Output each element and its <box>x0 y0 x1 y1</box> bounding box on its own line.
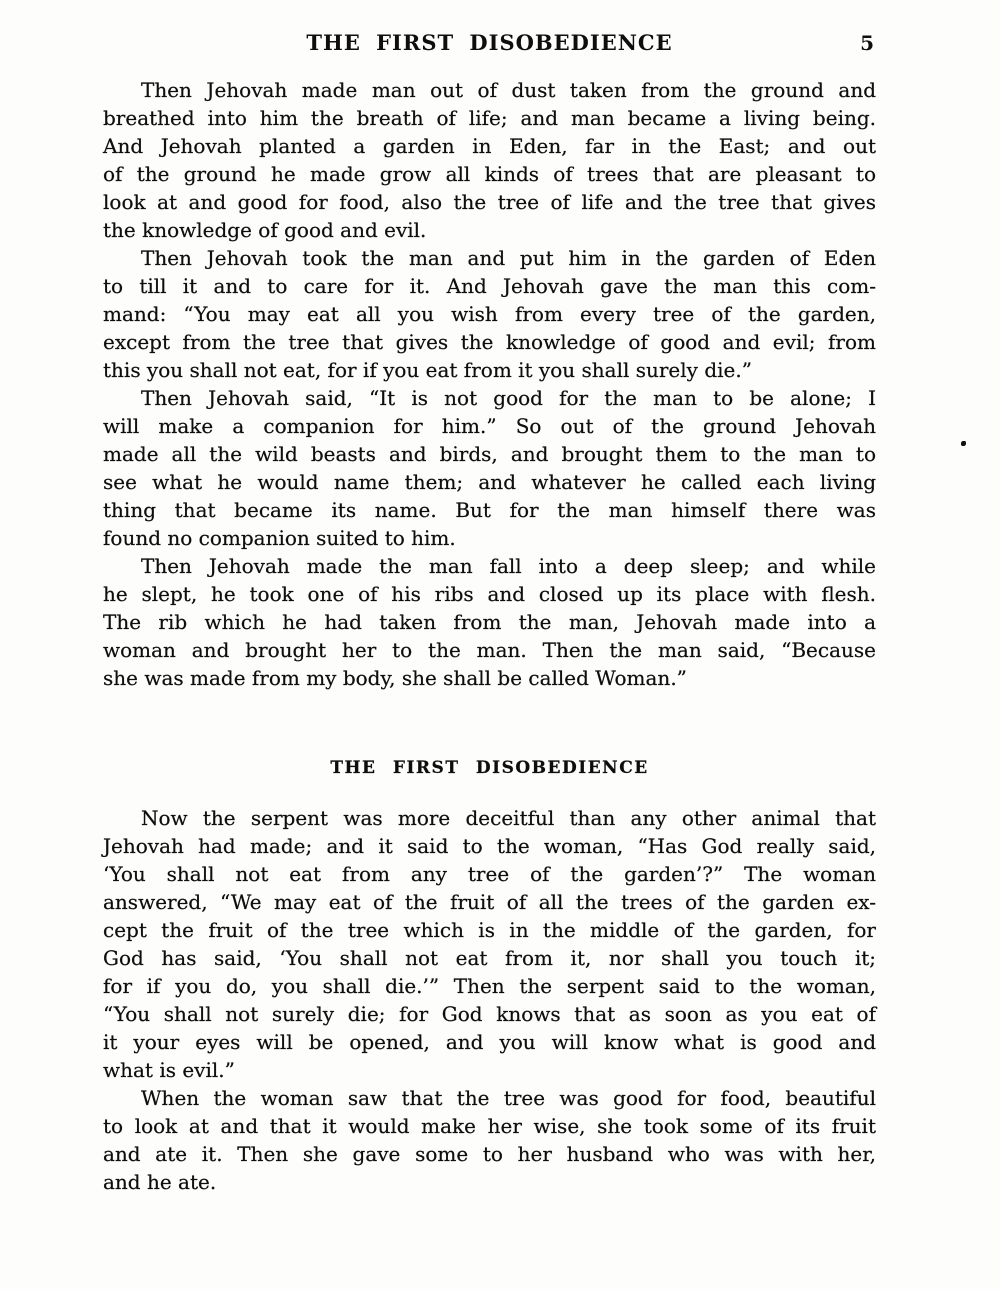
text-block <box>103 76 876 1196</box>
text-line: this you shall not eat, for if you eat from it you shall surely die.” <box>103 358 752 382</box>
section-heading: THE FIRST DISOBEDIENCE <box>330 758 649 778</box>
text-line: Then Jehovah made the man fall into a deep sleep; and while <box>141 554 876 578</box>
text-line: of the ground he made grow all kinds of trees that are pleasant to <box>103 162 876 186</box>
text-line: answered, “We may eat of the fruit of all the trees of the garden ex- <box>103 890 876 914</box>
paragraph-6 <box>103 1084 876 1196</box>
page-title: THE FIRST DISOBEDIENCE <box>306 30 673 55</box>
text-line: what is evil.” <box>103 1058 235 1082</box>
text-line: she was made from my body, she shall be called Woman.” <box>103 666 687 690</box>
paragraph-2 <box>103 244 876 384</box>
text-line: ‘You shall not eat from any tree of the garden’?” The woman <box>103 862 876 886</box>
text-line: cept the fruit of the tree which is in the middle of the garden, for <box>103 918 876 942</box>
text-line: mand: “You may eat all you wish from every tree of the garden, <box>103 302 876 326</box>
running-header <box>103 30 876 60</box>
paragraph-4 <box>103 552 876 692</box>
text-line: And Jehovah planted a garden in Eden, far in the East; and out <box>103 134 876 158</box>
text-line: God has said, ‘You shall not eat from it, nor shall you touch it; <box>103 946 876 970</box>
text-line: except from the tree that gives the knowledge of good and evil; from <box>103 330 876 354</box>
text-line: thing that became its name. But for the man himself there was <box>103 498 876 522</box>
text-line: made all the wild beasts and birds, and brought them to the man to <box>103 442 876 466</box>
text-line: look at and good for food, also the tree of life and the tree that gives <box>103 190 876 214</box>
text-line: and ate it. Then she gave some to her husband who was with her, <box>103 1142 876 1166</box>
text-line: Then Jehovah took the man and put him in the garden of Eden <box>141 246 876 270</box>
text-line: and he ate. <box>103 1170 217 1194</box>
paragraph-5 <box>103 804 876 1084</box>
text-line: Then Jehovah said, “It is not good for the man to be alone; I <box>141 386 876 410</box>
text-line: “You shall not surely die; for God knows that as soon as you eat of <box>103 1002 876 1026</box>
page-number: 5 <box>860 31 874 55</box>
text-line: see what he would name them; and whatever he called each living <box>103 470 876 494</box>
paragraph-1 <box>103 76 876 244</box>
text-line: to look at and that it would make her wise, she took some of its fruit <box>103 1114 876 1138</box>
text-line: for if you do, you shall die.’” Then the serpent said to the woman, <box>103 974 876 998</box>
text-line: Now the serpent was more deceitful than any other animal that <box>141 806 876 830</box>
text-line: Jehovah had made; and it said to the woman, “Has God really said, <box>103 834 876 858</box>
text-line: When the woman saw that the tree was good for food, beautiful <box>141 1086 876 1110</box>
text-line: he slept, he took one of his ribs and closed up its place with flesh. <box>103 582 876 606</box>
text-line: the knowledge of good and evil. <box>103 218 427 242</box>
text-line: woman and brought her to the man. Then the man said, “Because <box>103 638 876 662</box>
text-line: The rib which he had taken from the man, Jehovah made into a <box>103 610 876 634</box>
text-line: breathed into him the breath of life; and man became a living being. <box>103 106 876 130</box>
text-line: will make a companion for him.” So out of the ground Jehovah <box>103 414 876 438</box>
text-line: Then Jehovah made man out of dust taken from the ground and <box>141 78 876 102</box>
paragraph-3 <box>103 384 876 552</box>
text-line: it your eyes will be opened, and you will know what is good and <box>103 1030 876 1054</box>
text-line: found no companion suited to him. <box>103 526 456 550</box>
ink-speck <box>961 441 966 446</box>
text-line: to till it and to care for it. And Jehovah gave the man this com- <box>103 274 876 298</box>
